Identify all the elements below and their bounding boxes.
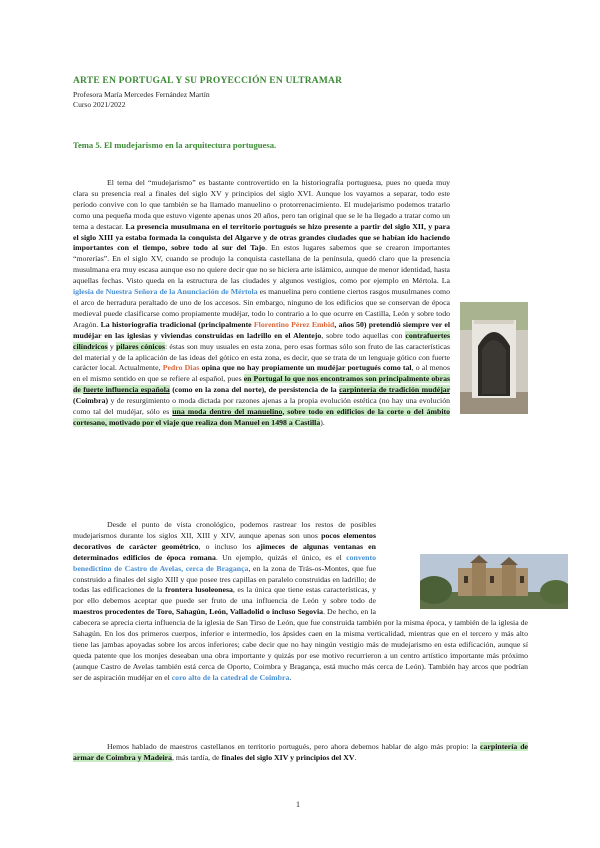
page-number: 1 — [296, 800, 300, 809]
link-castro-de-avelas[interactable]: convento benedictino de Castro de Avelas, cerca de Bragança — [73, 552, 377, 573]
name-pedro-dias: Pedro Dias — [162, 363, 200, 373]
link-mertola-church[interactable]: iglesia de Nuestra Señora de la Anunciación de Mértola — [73, 287, 258, 297]
mertola-door-photo — [460, 302, 528, 414]
name-perez-embid: Florentino Pérez Embid — [253, 319, 335, 329]
document-title: ARTE EN PORTUGAL Y SU PROYECCIÓN EN ULTRAMAR — [73, 76, 343, 86]
paragraph-3: Hemos hablado de maestros castellanos en territorio portugués, pero ahora debemos hablar de algo más propio: la carpintería de armar de Coimbra y Madeira, más tardía, de finales del siglo XIV y principios del XV. — [73, 742, 528, 762]
paragraph-1: El tema del “mudejarismo” es bastante controvertido en la historiografía portuguesa, pues no queda muy clara su presencia real a finales del siglo XV y principios del siglo XVI. Aunque los vayamos a separar, todo este período convive con lo que también se ha llamado manuelino o protorrenacimiento. El mudejarismo podemos tratarlo como una pequeña moda que estuvo vigente apenas unos 20 años, pero tan original que se le ha llegado a tratar como un tema a destacar. La presencia musulmana en el territorio portugués se hizo presente a partir del siglo XII, y para el siglo XIII ya estaba formada la conquista del Algarve y de otras grandes ciudades que se habían ido haciendo importantes con el tiempo, sobre todo al sur del Tajo. En estos lugares sabemos que se crearon importantes “morerías”. En el siglo XV, cuando se produjo la conquista castellana de la península, quedó claro que la presencia musulmana era muy escasa aunque eso no quiere decir que no se hiciera arte islámico, aunque de menor identidad, hasta aquellas fechas. Visto queda en la estructura de las ciudades y algunos vestigios, como por ejemplo en Mértola. La iglesia de Nuestra Señora de la Anunciación de Mértola es manuelina pero contiene ciertos rasgos musulmanes como el arco de herradura peraltado de uno de los accesos. Sin embargo, ninguno de los edificios que se conservan de época medieval puede clasificarse como propiamente mudéjar, todo lo contrario a lo que ocurre en Castilla, León y sobre todo Aragón. La historiografía tradicional (principalmente Florentino Pérez Embid, años 50) pretendió siempre ver el mudéjar en las iglesias y viviendas construidas en ladrillo en el Alentejo, sobre todo aquellas con contrafuertes cilíndricos y pilares cónicos: éstas son muy usuales en esta zona, pero esas formas sólo son fruto de las características del material y de la aplicación de las ideas del gótico en esta zona, es decir, que se trata de un lenguaje gótico con fuerte carácter local. Actualmente, Pedro Dias opina que no hay propiamente un mudéjar portugués como tal, o al menos en el mismo sentido en que se refiere al español, pues en Portugal lo que nos encontramos son principalmente obras de fuerte influencia española (como en la zona del norte), de persistencia de la carpintería de tradición mudéjar (Coimbra) y de resurgimiento o moda dictada por razones ajenas a la propia evolución estética (no hay una evolución como tal del mudéjar, sólo es una moda dentro del manuelino, sobre todo en edificios de la corte o del ámbito cortesano, motivado por el viaje que realiza don Manuel en 1498 a Castilla). — [73, 178, 451, 427]
professor-name: Profesora María Mercedes Fernández Martín — [73, 90, 210, 99]
link-coimbra-cathedral[interactable]: coro alto de la catedral de Coimbra — [171, 672, 290, 682]
course-year: Curso 2021/2022 — [73, 100, 126, 109]
paragraph-2: Desde el punto de vista cronológico, podemos rastrear los restos de posibles mudejarismos durante los siglos XII, XIII y XIV, aunque apenas son unos pocos elementos decorativos de carácter geométrico, o incluso los ajimeces de algunas ventanas en determinados edificios de época romana. Un ejemplo, quizás el único, es el convento benedictino de Castro de Avelas, cerca de Bragança, en la zona de Trás-os-Montes, que fue construido a finales del siglo XIII y que posee tres capillas en paralelo construidas en ladrillo; de todas las edificaciones de la frontera lusoleonesa, es la única que tiene estas características, y por ello debemos aceptar que puede ser fruto de una influencia de León y sobre todo de maestros procedentes de Toro, Sahagún, León, Valladolid o incluso Segovia. De hecho, en la cabecera se aprecia cierta influencia de la iglesia de San Tirso de León, que fue construida también por la misma época, y también de la iglesia de Sahagún. En los dos primeros cuerpos, inferior e intermedio, los ápsides caen en la misma verticalidad, mientras que en el tercero y más alto tiene las jambas apoyadas sobre los arcos inferiores; cabe decir que no hay ningún vestigio más de mudejarismo en esta edificación, aunque sí queda patente que los monjes deseaban una obra importante y quizás por ese motivo recurrieron a un centro artístico importante más próximo (aunque Castro de Avelas también está cerca de Oporto, Coimbra y Bragança, está mucho más cerca de León). También hay arcos que podrían ser de aspiración mudéjar en el coro alto de la catedral de Coimbra. — [73, 520, 528, 682]
castro-de-avelas-photo — [420, 554, 568, 609]
topic-heading: Tema 5. El mudejarismo en la arquitectura portuguesa. — [73, 140, 277, 150]
